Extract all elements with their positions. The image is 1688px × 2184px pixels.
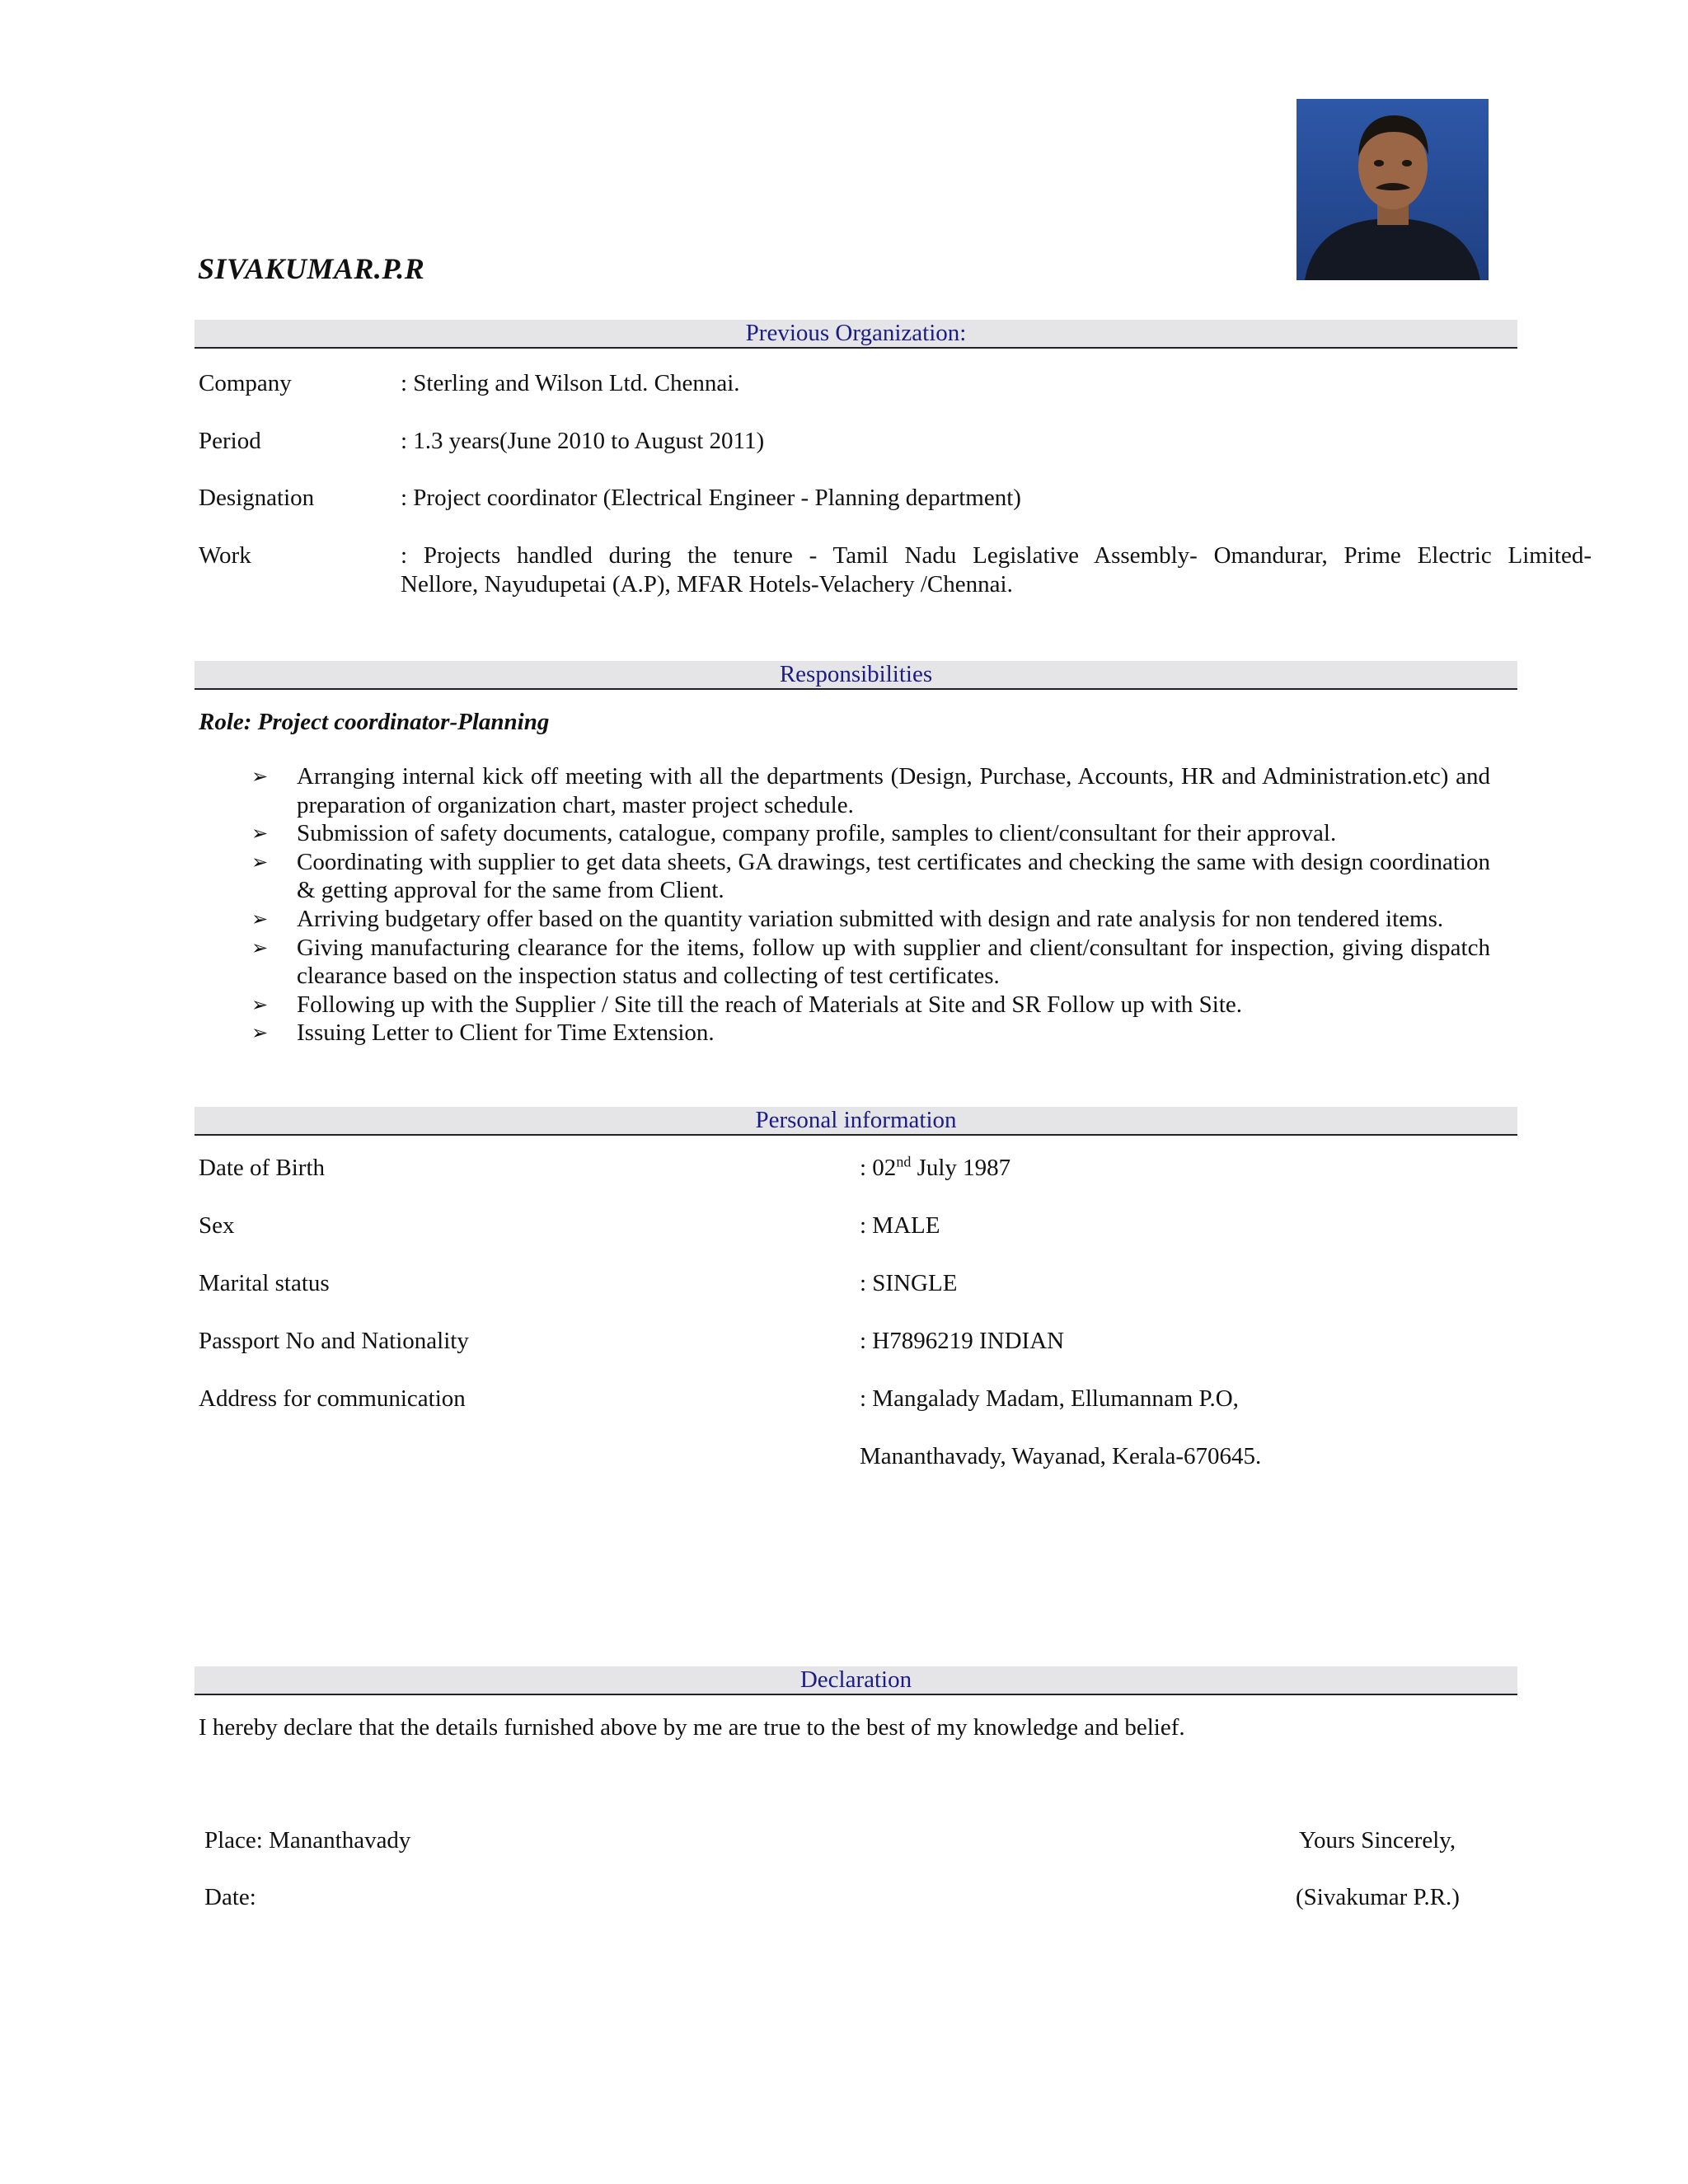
date-text: Date:	[204, 1884, 256, 1910]
previous-organization-heading: Previous Organization:	[195, 320, 1517, 349]
list-item: ➢ Arriving budgetary offer based on the quantity variation submitted with design and rate analysis for non tendered items.	[251, 905, 1444, 932]
list-item: ➢ Arranging internal kick off meeting with all the departments (Design, Purchase, Accounts, HR and Administration.etc) and preparation of organization chart, master project schedule.	[251, 763, 1490, 818]
place-text: Place: Mananthavady	[204, 1827, 411, 1854]
marital-status-label: Marital status	[199, 1270, 330, 1296]
sex-value: : MALE	[860, 1212, 940, 1239]
arrow-bullet-icon: ➢	[251, 1021, 269, 1045]
address-line2: Mananthavady, Wayanad, Kerala-670645.	[860, 1443, 1262, 1469]
arrow-bullet-icon: ➢	[251, 850, 269, 874]
profile-photo	[1296, 99, 1489, 280]
arrow-bullet-icon: ➢	[251, 992, 269, 1016]
address-label: Address for communication	[199, 1385, 466, 1412]
sex-label: Sex	[199, 1212, 235, 1239]
marital-status-value: : SINGLE	[860, 1270, 958, 1296]
arrow-bullet-icon: ➢	[251, 822, 269, 846]
designation-value: : Project coordinator (Electrical Engineer - Planning department)	[401, 485, 1021, 511]
declaration-statement: I hereby declare that the details furnished above by me are true to the best of my knowledge and belief.	[199, 1714, 1185, 1741]
role-title: Role: Project coordinator-Planning	[199, 709, 550, 735]
passport-value: : H7896219 INDIAN	[860, 1328, 1065, 1354]
arrow-bullet-icon: ➢	[251, 907, 269, 930]
closing-text: Yours Sincerely,	[1299, 1827, 1456, 1854]
dob-value: : 02nd July 1987	[860, 1153, 1011, 1181]
list-item: ➢ Coordinating with supplier to get data sheets, GA drawings, test certificates and checking the same with design coordination & getting approval for the same from Client.	[251, 848, 1490, 904]
work-value-line1: : Projects handled during the tenure - Tamil Nadu Legislative Assembly- Omandurar, Prime Electric Limited-	[401, 542, 1592, 569]
work-value	[401, 541, 1592, 599]
designation-label: Designation	[199, 485, 315, 511]
declaration-heading: Declaration	[195, 1666, 1517, 1695]
period-value: : 1.3 years(June 2010 to August 2011)	[401, 428, 765, 454]
work-label: Work	[199, 542, 251, 569]
list-item: ➢ Giving manufacturing clearance for the items, follow up with supplier and client/consultant for inspection, giving dispatch clearance based on the inspection status and collecting of test certificates.	[251, 934, 1490, 990]
responsibilities-list	[247, 762, 1490, 1047]
passport-label: Passport No and Nationality	[199, 1328, 469, 1354]
arrow-bullet-icon: ➢	[251, 935, 269, 959]
list-item: ➢ Issuing Letter to Client for Time Extension.	[251, 1019, 715, 1047]
signature-name: (Sivakumar P.R.)	[1296, 1884, 1460, 1910]
company-value: : Sterling and Wilson Ltd. Chennai.	[401, 370, 740, 396]
address-line1: : Mangalady Madam, Ellumannam P.O,	[860, 1385, 1239, 1412]
responsibilities-heading: Responsibilities	[195, 661, 1517, 690]
arrow-bullet-icon: ➢	[251, 765, 269, 788]
candidate-name: SIVAKUMAR.P.R	[198, 252, 425, 285]
work-value-line2: Nellore, Nayudupetai (A.P), MFAR Hotels-Velachery /Chennai.	[401, 571, 1013, 598]
personal-information-heading: Personal information	[195, 1107, 1517, 1136]
period-label: Period	[199, 428, 261, 454]
list-item: ➢ Submission of safety documents, catalogue, company profile, samples to client/consultant for their approval.	[251, 820, 1337, 847]
dob-label: Date of Birth	[199, 1155, 326, 1181]
company-label: Company	[199, 370, 292, 396]
person-photo-icon	[1296, 99, 1489, 280]
list-item: ➢ Following up with the Supplier / Site till the reach of Materials at Site and SR Follow up with Site.	[251, 991, 1243, 1018]
